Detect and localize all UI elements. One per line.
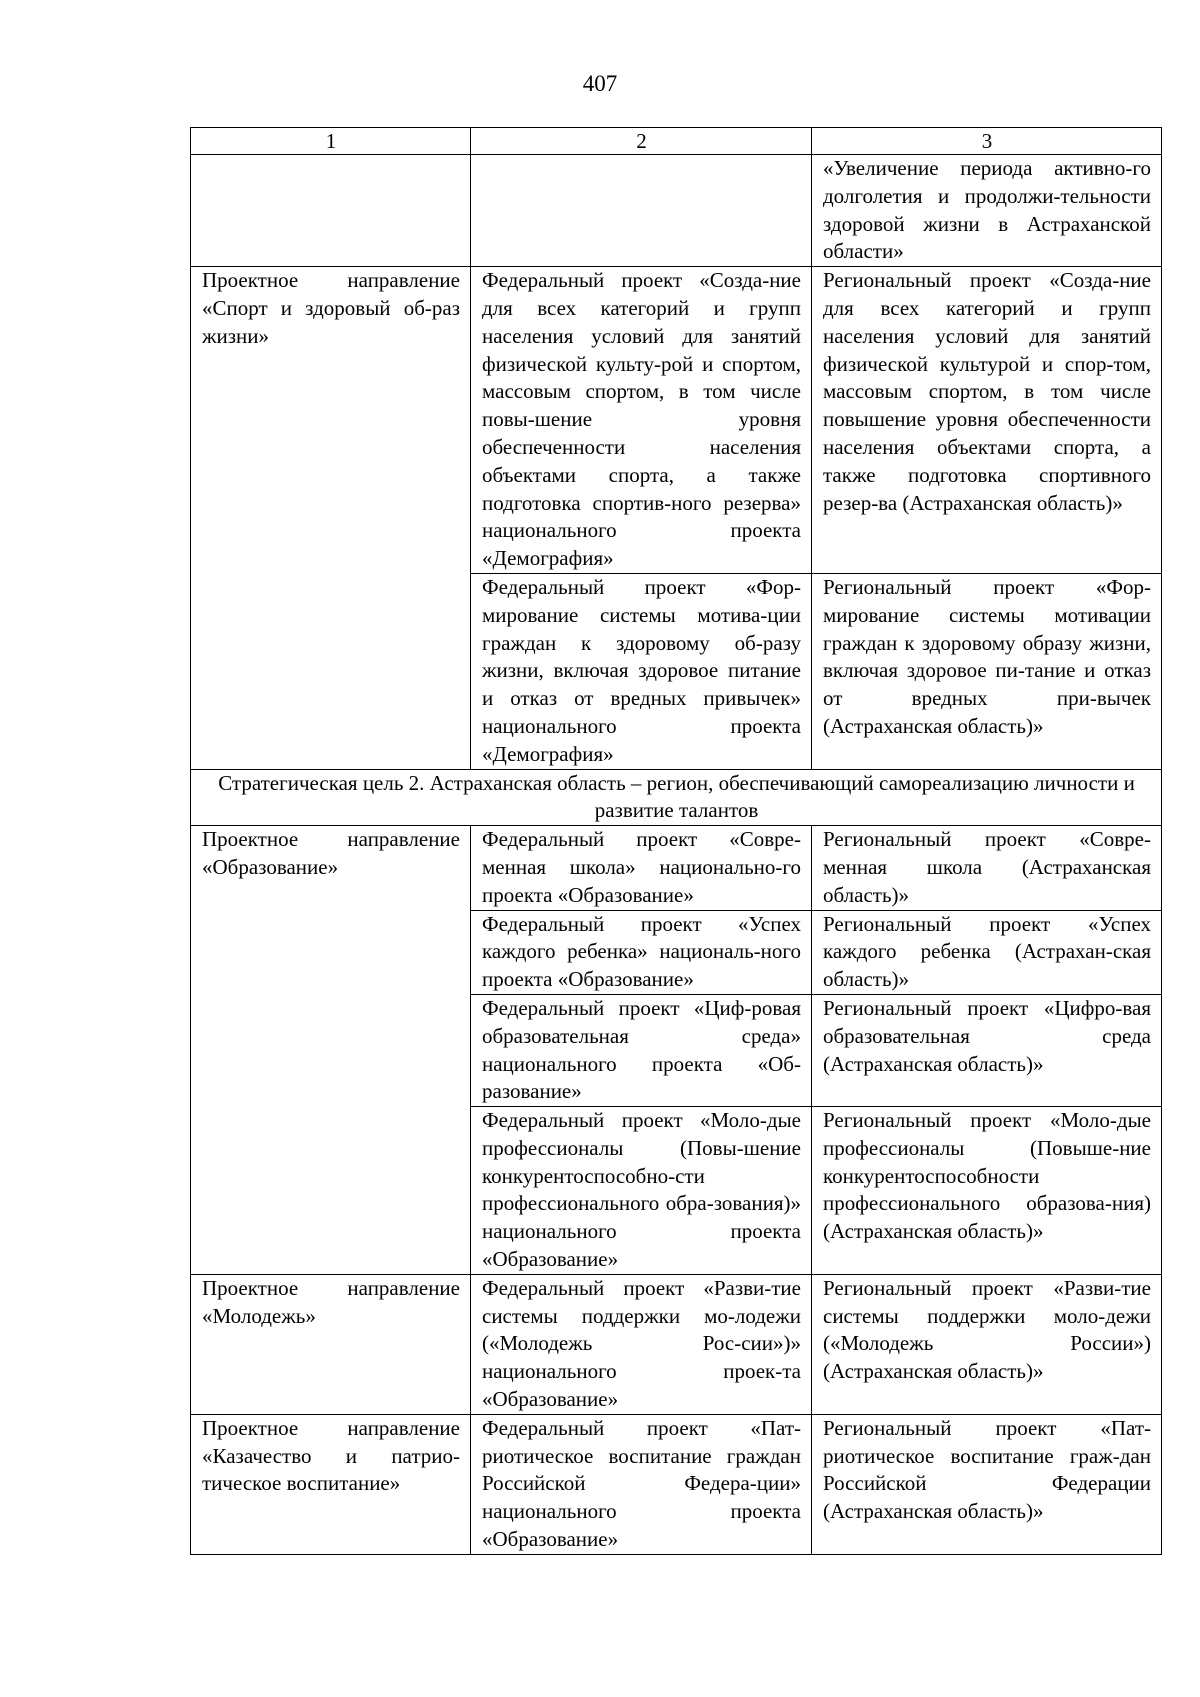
table-cell: «Увеличение периода активно-го долголетия и продолжи-тельности здоровой жизни в Астраханской области» bbox=[812, 155, 1162, 267]
table-row bbox=[191, 1274, 1162, 1414]
projects-table bbox=[190, 127, 1162, 1555]
federal-project-cell: Федеральный проект «Успех каждого ребенка» националь-ного проекта «Образование» bbox=[471, 910, 812, 994]
federal-project-cell: Федеральный проект «Моло-дые профессионалы (Повы-шение конкурентоспособно-сти профессионального обра-зования)» национального проекта «Образование» bbox=[471, 1107, 812, 1275]
regional-project-cell: Региональный проект «Моло-дые профессионалы (Повыше-ние конкурентоспособности профессионального образова-ния) (Астраханская область)» bbox=[812, 1107, 1162, 1275]
column-header-2: 2 bbox=[471, 128, 812, 155]
column-header-3: 3 bbox=[812, 128, 1162, 155]
column-header-1: 1 bbox=[191, 128, 471, 155]
direction-youth: Проектное направление «Молодежь» bbox=[191, 1274, 471, 1414]
direction-education: Проектное направление «Образование» bbox=[191, 826, 471, 1275]
federal-project-cell: Федеральный проект «Созда-ние для всех категорий и групп населения условий для занятий физической культу-рой и спортом, массовым спортом, в том числе повы-шение уровня обеспеченности населения объектами спорта, а также подготовка спортив-ного резерва» национального проекта «Демография» bbox=[471, 267, 812, 574]
regional-project-cell: Региональный проект «Созда-ние для всех категорий и групп населения условий для занятий физической культурой и спор-том, массовым спортом, в том числе повышение уровня обеспеченности населения объектами спорта, а также подготовка спортивного резер-ва (Астраханская область)» bbox=[812, 267, 1162, 574]
table-row bbox=[191, 1414, 1162, 1554]
regional-project-cell: Региональный проект «Фор-мирование системы мотивации граждан к здоровому образу жизни, включая здоровое пи-тание и отказ от вредных при-вычек (Астраханская область)» bbox=[812, 573, 1162, 769]
direction-cossack: Проектное направление «Казачество и патрио-тическое воспитание» bbox=[191, 1414, 471, 1554]
regional-project-cell: Региональный проект «Пат-риотическое воспитание граж-дан Российской Федерации (Астраханская область)» bbox=[812, 1414, 1162, 1554]
regional-project-cell: Региональный проект «Цифро-вая образовательная среда (Астраханская область)» bbox=[812, 994, 1162, 1106]
regional-project-cell: Региональный проект «Совре-менная школа (Астраханская область)» bbox=[812, 826, 1162, 910]
table-row bbox=[191, 826, 1162, 910]
strategic-goal-2: Стратегическая цель 2. Астраханская область – регион, обеспечивающий самореализацию личности и развитие талантов bbox=[191, 769, 1162, 826]
federal-project-cell: Федеральный проект «Циф-ровая образовательная среда» национального проекта «Об-разование» bbox=[471, 994, 812, 1106]
regional-project-cell: Региональный проект «Разви-тие системы поддержки моло-дежи («Молодежь России») (Астраханская область)» bbox=[812, 1274, 1162, 1414]
federal-project-cell: Федеральный проект «Разви-тие системы поддержки мо-лодежи («Молодежь Рос-сии»)» национального проек-та «Образование» bbox=[471, 1274, 812, 1414]
table-cell bbox=[471, 155, 812, 267]
direction-sport: Проектное направление «Спорт и здоровый об-раз жизни» bbox=[191, 267, 471, 769]
table-header-row bbox=[191, 128, 1162, 155]
federal-project-cell: Федеральный проект «Фор-мирование системы мотива-ции граждан к здоровому об-разу жизни, включая здоровое питание и отказ от вредных привычек» национального проекта «Демография» bbox=[471, 573, 812, 769]
page-number: 407 bbox=[582, 71, 618, 96]
table-row bbox=[191, 155, 1162, 267]
table-cell bbox=[191, 155, 471, 267]
regional-project-cell: Региональный проект «Успех каждого ребенка (Астрахан-ская область)» bbox=[812, 910, 1162, 994]
table-row bbox=[191, 769, 1162, 826]
federal-project-cell: Федеральный проект «Пат-риотическое воспитание граждан Российской Федера-ции» национального проекта «Образование» bbox=[471, 1414, 812, 1554]
table-row bbox=[191, 267, 1162, 574]
federal-project-cell: Федеральный проект «Совре-менная школа» национально-го проекта «Образование» bbox=[471, 826, 812, 910]
